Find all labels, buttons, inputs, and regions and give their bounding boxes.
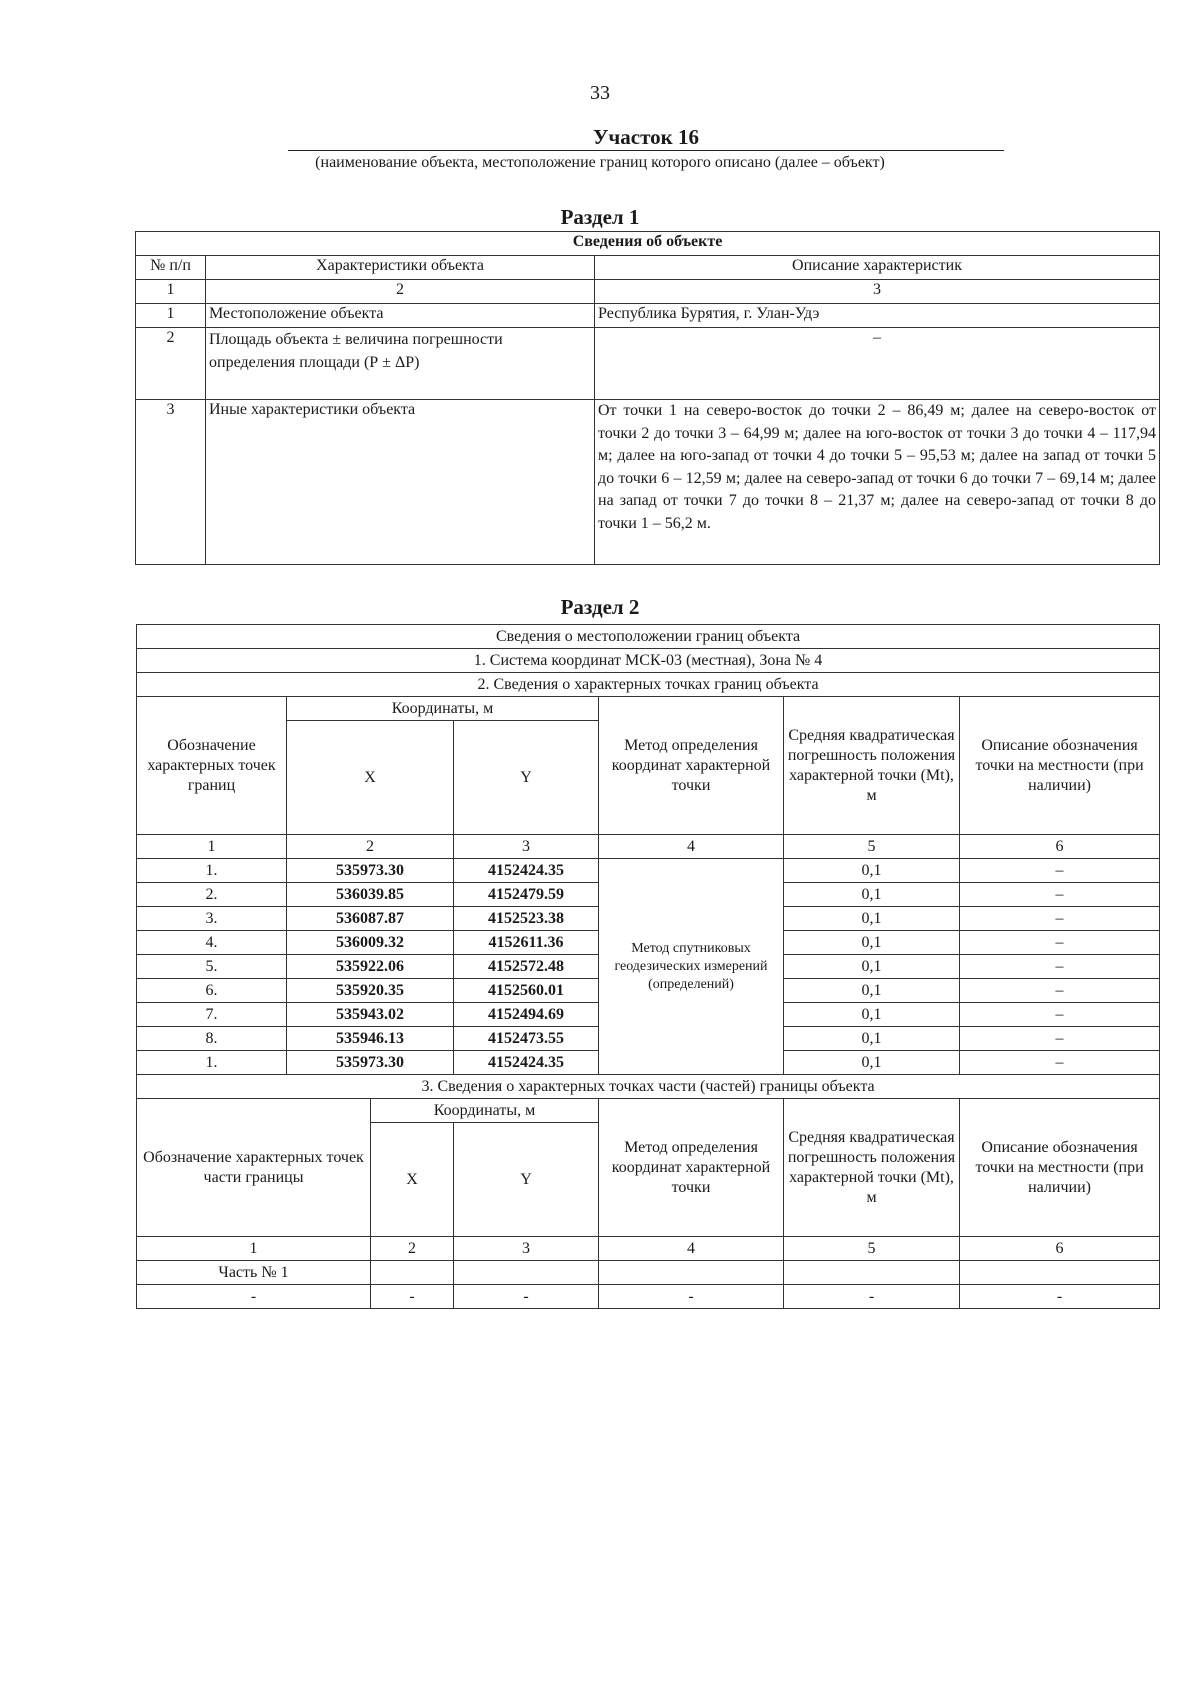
y-coordinate: 4152473.55 bbox=[454, 1027, 599, 1051]
y-coordinate: 4152424.35 bbox=[454, 859, 599, 883]
column-number: 2 bbox=[371, 1237, 454, 1261]
part-label: Часть № 1 bbox=[137, 1261, 371, 1285]
column-number: 6 bbox=[960, 835, 1160, 859]
table-row bbox=[136, 328, 1160, 400]
y-coordinate: 4152424.35 bbox=[454, 1051, 599, 1075]
y-coordinate: 4152560.01 bbox=[454, 979, 599, 1003]
part-y-header: Y bbox=[454, 1123, 599, 1237]
y-coordinate: 4152494.69 bbox=[454, 1003, 599, 1027]
error-value: 0,1 bbox=[784, 931, 960, 955]
point-name: 2. bbox=[137, 883, 287, 907]
point-name: 1. bbox=[137, 859, 287, 883]
column-number: 1 bbox=[137, 835, 287, 859]
error-value: 0,1 bbox=[784, 1003, 960, 1027]
table-row bbox=[137, 859, 1160, 883]
part-y-coordinate: - bbox=[454, 1285, 599, 1309]
section2-title: Раздел 2 bbox=[560, 595, 640, 619]
point-name: 1. bbox=[137, 1051, 287, 1075]
point-description: – bbox=[960, 979, 1160, 1003]
table-row bbox=[137, 1285, 1160, 1309]
object-caption: (наименование объекта, местоположение границ которого описано (далее – объект) bbox=[315, 154, 885, 171]
row-number: 2 bbox=[136, 328, 206, 400]
page-number: 33 bbox=[590, 82, 610, 104]
part-error-header: Средняя квадратическая погрешность положения характерной точки (Mt), м bbox=[784, 1099, 960, 1237]
x-coordinate: 536009.32 bbox=[287, 931, 454, 955]
point-name: 7. bbox=[137, 1003, 287, 1027]
column-header: Характеристики объекта bbox=[206, 256, 595, 280]
part-method: - bbox=[599, 1285, 784, 1309]
point-designation-header: Обозначение характерных точек границ bbox=[137, 697, 287, 835]
characteristic-name: Иные характеристики объекта bbox=[206, 400, 595, 565]
point-name: 5. bbox=[137, 955, 287, 979]
column-number: 3 bbox=[454, 835, 599, 859]
description-header: Описание обозначения точки на местности (при наличии) bbox=[960, 697, 1160, 835]
part-error: - bbox=[784, 1285, 960, 1309]
column-number: 3 bbox=[595, 280, 1160, 304]
point-name: 6. bbox=[137, 979, 287, 1003]
part-point-designation-header: Обозначение характерных точек части границы bbox=[137, 1099, 371, 1237]
point-name: 4. bbox=[137, 931, 287, 955]
error-value: 0,1 bbox=[784, 1051, 960, 1075]
method-value: Метод спутниковых геодезических измерений (определений) bbox=[599, 859, 784, 1075]
part-x-coordinate: - bbox=[371, 1285, 454, 1309]
x-coordinate: 535973.30 bbox=[287, 859, 454, 883]
error-header: Средняя квадратическая погрешность положения характерной точки (Mt), м bbox=[784, 697, 960, 835]
point-description: – bbox=[960, 1003, 1160, 1027]
empty-cell bbox=[960, 1261, 1160, 1285]
x-coordinate: 536087.87 bbox=[287, 907, 454, 931]
column-header: № п/п bbox=[136, 256, 206, 280]
column-number: 5 bbox=[784, 1237, 960, 1261]
y-coordinate: 4152523.38 bbox=[454, 907, 599, 931]
column-number: 5 bbox=[784, 835, 960, 859]
point-description: – bbox=[960, 883, 1160, 907]
boundary-table-title: Сведения о местоположении границ объекта bbox=[137, 625, 1160, 649]
x-coordinate: 535920.35 bbox=[287, 979, 454, 1003]
point-description: – bbox=[960, 1027, 1160, 1051]
table-row bbox=[136, 400, 1160, 565]
point-name: 3. bbox=[137, 907, 287, 931]
column-number: 1 bbox=[136, 280, 206, 304]
subsection-title: 2. Сведения о характерных точках границ объекта bbox=[137, 673, 1160, 697]
x-coordinate: 536039.85 bbox=[287, 883, 454, 907]
point-description: – bbox=[960, 931, 1160, 955]
empty-cell bbox=[454, 1261, 599, 1285]
x-coordinate: 535973.30 bbox=[287, 1051, 454, 1075]
x-header: X bbox=[287, 721, 454, 835]
coordinates-header: Координаты, м bbox=[287, 697, 599, 721]
x-coordinate: 535922.06 bbox=[287, 955, 454, 979]
table-row bbox=[136, 304, 1160, 328]
part-description: - bbox=[960, 1285, 1160, 1309]
y-coordinate: 4152479.59 bbox=[454, 883, 599, 907]
section1-title: Раздел 1 bbox=[560, 205, 640, 229]
object-info-table-title: Сведения об объекте bbox=[136, 232, 1160, 256]
column-number: 6 bbox=[960, 1237, 1160, 1261]
row-number: 1 bbox=[136, 304, 206, 328]
characteristic-name: Площадь объекта ± величина погрешности определения площади (Р ± ΔР) bbox=[206, 328, 595, 400]
point-description: – bbox=[960, 859, 1160, 883]
object-title: Участок 16 bbox=[288, 124, 1004, 151]
column-header: Описание характеристик bbox=[595, 256, 1160, 280]
part-method-header: Метод определения координат характерной точки bbox=[599, 1099, 784, 1237]
empty-cell bbox=[599, 1261, 784, 1285]
x-coordinate: 535943.02 bbox=[287, 1003, 454, 1027]
error-value: 0,1 bbox=[784, 955, 960, 979]
part-point-name: - bbox=[137, 1285, 371, 1309]
part-coordinates-header: Координаты, м bbox=[371, 1099, 599, 1123]
error-value: 0,1 bbox=[784, 859, 960, 883]
column-number: 2 bbox=[206, 280, 595, 304]
point-name: 8. bbox=[137, 1027, 287, 1051]
empty-cell bbox=[371, 1261, 454, 1285]
point-description: – bbox=[960, 955, 1160, 979]
error-value: 0,1 bbox=[784, 1027, 960, 1051]
empty-cell bbox=[784, 1261, 960, 1285]
y-header: Y bbox=[454, 721, 599, 835]
row-number: 3 bbox=[136, 400, 206, 565]
characteristic-value: – bbox=[595, 328, 1160, 400]
characteristic-name: Местоположение объекта bbox=[206, 304, 595, 328]
object-info-table bbox=[135, 231, 1160, 565]
x-coordinate: 535946.13 bbox=[287, 1027, 454, 1051]
method-header: Метод определения координат характерной точки bbox=[599, 697, 784, 835]
point-description: – bbox=[960, 907, 1160, 931]
point-description: – bbox=[960, 1051, 1160, 1075]
column-number: 4 bbox=[599, 1237, 784, 1261]
part-description-header: Описание обозначения точки на местности (при наличии) bbox=[960, 1099, 1160, 1237]
part-x-header: X bbox=[371, 1123, 454, 1237]
boundary-location-table bbox=[136, 624, 1160, 1309]
column-number: 2 bbox=[287, 835, 454, 859]
coordinate-system: 1. Система координат МСК-03 (местная), Зона № 4 bbox=[137, 649, 1160, 673]
column-number: 1 bbox=[137, 1237, 371, 1261]
error-value: 0,1 bbox=[784, 979, 960, 1003]
column-number: 4 bbox=[599, 835, 784, 859]
y-coordinate: 4152572.48 bbox=[454, 955, 599, 979]
characteristic-value: Республика Бурятия, г. Улан-Удэ bbox=[595, 304, 1160, 328]
error-value: 0,1 bbox=[784, 907, 960, 931]
subsection-title: 3. Сведения о характерных точках части (частей) границы объекта bbox=[137, 1075, 1160, 1099]
column-number: 3 bbox=[454, 1237, 599, 1261]
characteristic-value: От точки 1 на северо-восток до точки 2 – 86,49 м; далее на северо-восток от точки 2 до точки 3 – 64,99 м; далее на юго-восток от точки 3 до точки 4 – 117,94 м; далее на юго-запад от точки 4 до точки 5 – 95,53 м; далее на запад от точки 5 до точки 6 – 12,59 м; далее на северо-запад от точки 6 до точки 7 – 69,14 м; далее на запад от точки 7 до точки 8 – 21,37 м; далее на северо-запад от точки 8 до точки 1 – 56,2 м. bbox=[595, 400, 1160, 565]
error-value: 0,1 bbox=[784, 883, 960, 907]
y-coordinate: 4152611.36 bbox=[454, 931, 599, 955]
